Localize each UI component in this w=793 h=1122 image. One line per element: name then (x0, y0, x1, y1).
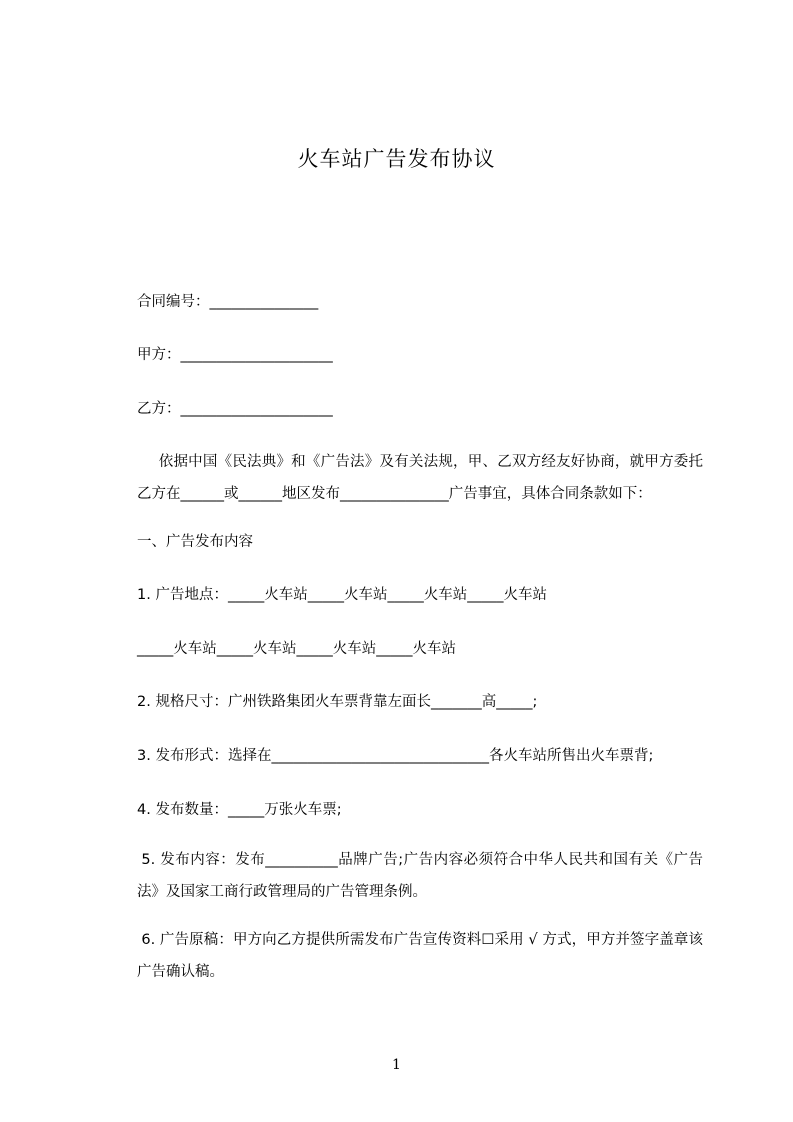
intro-paragraph: 依据中国《民法典》和《广告法》及有关法规，甲、乙双方经友好协商，就甲方委托乙方在______或______地区发布_______________广告事宜，具体合同条款如下： (137, 454, 703, 502)
item-1-location-line-2: _____火车站_____火车站_____火车站_____火车站 (137, 641, 456, 657)
item-4-quantity: 4. 发布数量：_____万张火车票; (137, 802, 342, 818)
item-5-content: 5. 发布内容：发布__________品牌广告;广告内容必须符合中华人民共和国有关《广告法》及国家工商行政管理局的广告管理条例。 (137, 852, 703, 900)
item-1-location-line-1: 1. 广告地点：_____火车站_____火车站_____火车站_____火车站 (137, 587, 547, 603)
party-a-line: 甲方：_____________________ (137, 347, 333, 363)
contract-number-line: 合同编号：_______________ (137, 294, 319, 310)
document-title: 火车站广告发布协议 (297, 147, 496, 171)
page-number: 1 (392, 1057, 401, 1073)
party-b-line: 乙方：_____________________ (137, 401, 333, 417)
item-3-format: 3. 发布形式：选择在______________________________各火车站所售出火车票背; (137, 748, 654, 764)
item-2-size: 2. 规格尺寸：广州铁路集团火车票背靠左面长_______高_____; (137, 694, 538, 710)
item-6-draft: 6. 广告原稿：甲方向乙方提供所需发布广告宣传资料☐采用 √ 方式，甲方并签字盖章该广告确认稿。 (137, 932, 703, 980)
section-heading: 一、广告发布内容 (137, 534, 253, 550)
